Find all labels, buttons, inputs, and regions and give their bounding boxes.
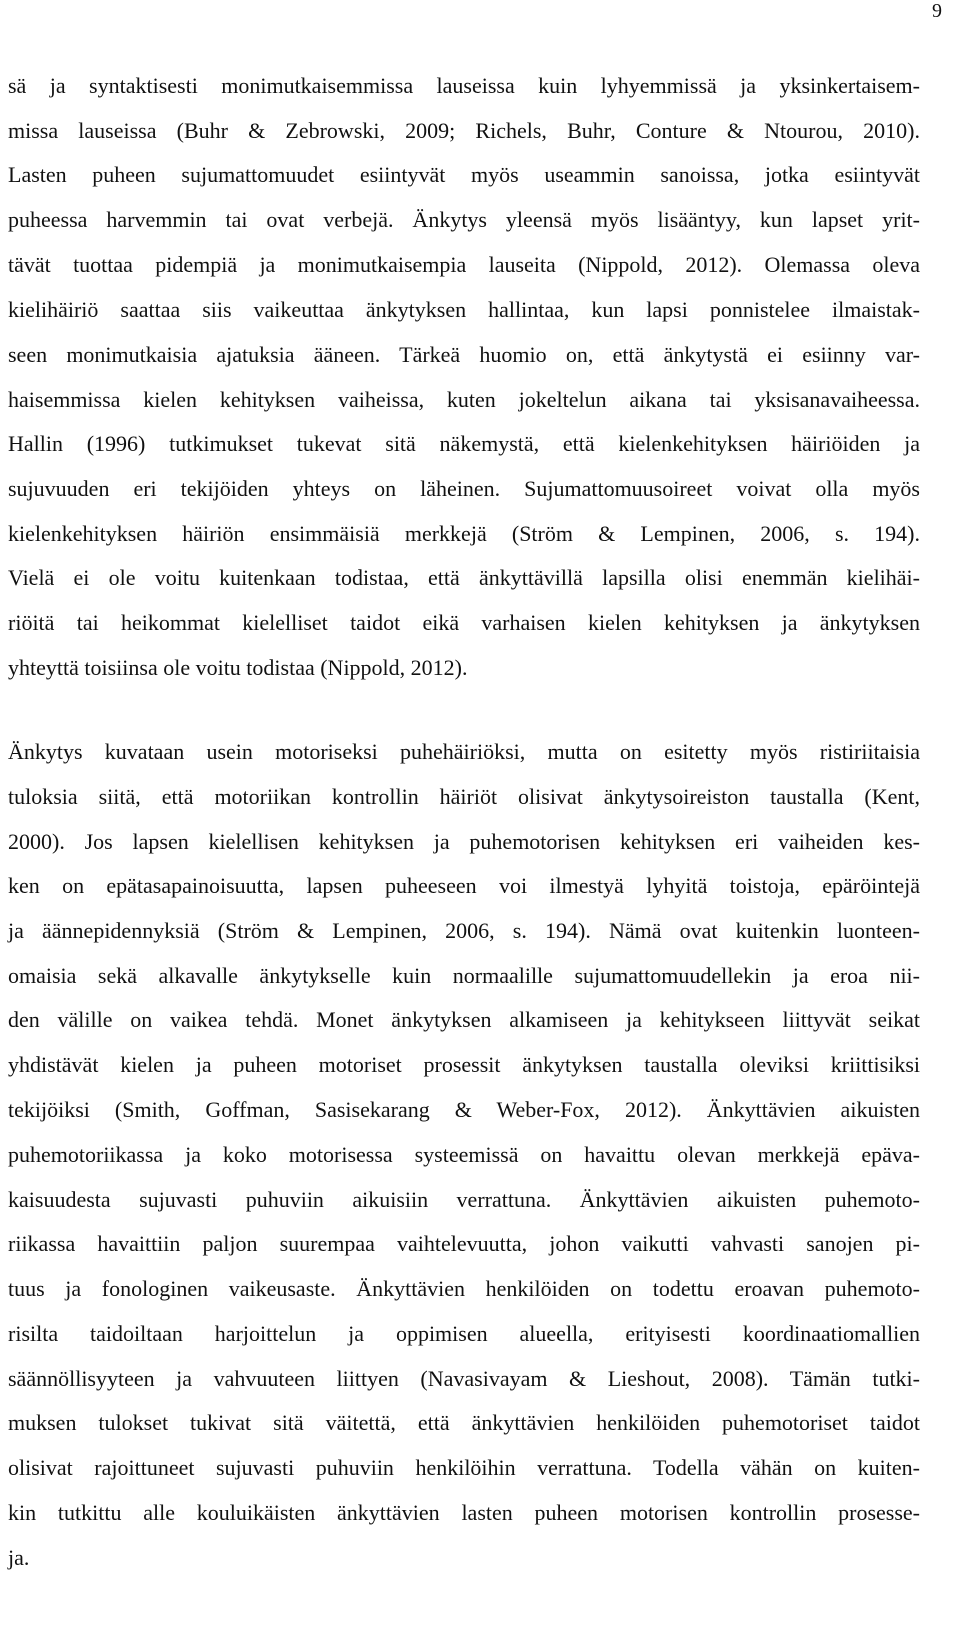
- text-line: Vielä ei ole voitu kuitenkaan todistaa, että änkyttävillä lapsilla olisi enemmän kielihäi-: [8, 565, 920, 590]
- text-line: kaisuudesta sujuvasti puhuviin aikuisiin verrattuna. Änkyttävien aikuisten puhemoto-: [8, 1187, 920, 1212]
- text-line: risilta taidoiltaan harjoittelun ja oppimisen alueella, erityisesti koordinaatiomallien: [8, 1321, 920, 1346]
- text-line: kin tutkittu alle kouluikäisten änkyttävien lasten puheen motorisen kontrollin prosesse-: [8, 1500, 920, 1525]
- text-line: puhemotoriikassa ja koko motorisessa systeemissä on havaittu olevan merkkejä epäva-: [8, 1142, 920, 1167]
- text-line: puheessa harvemmin tai ovat verbejä. Änkytys yleensä myös lisääntyy, kun lapset yrit-: [8, 207, 920, 232]
- text-line: sujuvuuden eri tekijöiden yhteys on läheinen. Sujumattomuusoireet voivat olla myös: [8, 476, 920, 501]
- text-line: olisivat rajoittuneet sujuvasti puhuviin henkilöihin verrattuna. Todella vähän on kuiten-: [8, 1455, 920, 1480]
- text-line: säännöllisyyteen ja vahvuuteen liittyen (Navasivayam & Lieshout, 2008). Tämän tutki-: [8, 1366, 920, 1391]
- text-line: yhteyttä toisiinsa ole voitu todistaa (Nippold, 2012).: [8, 655, 468, 680]
- text-line: ja äännepidennyksiä (Ström & Lempinen, 2006, s. 194). Nämä ovat kuitenkin luonteen-: [8, 918, 920, 943]
- text-line: tuloksia siitä, että motoriikan kontrollin häiriöt olisivat änkytysoireiston taustalla (Kent,: [8, 784, 920, 809]
- text-line: kielihäiriö saattaa siis vaikeuttaa änkytyksen hallintaa, kun lapsi ponnistelee ilmaistak-: [8, 297, 920, 322]
- text-line: ken on epätasapainoisuutta, lapsen puheeseen voi ilmestyä lyhyitä toistoja, epäröintejä: [8, 873, 920, 898]
- text-line: missa lauseissa (Buhr & Zebrowski, 2009; Richels, Buhr, Conture & Ntourou, 2010).: [8, 118, 920, 143]
- text-line: 2000). Jos lapsen kielellisen kehityksen ja puhemotorisen kehityksen eri vaiheiden kes-: [8, 829, 920, 854]
- text-line: tuus ja fonologinen vaikeusaste. Änkyttävien henkilöiden on todettu eroavan puhemoto-: [8, 1276, 920, 1301]
- text-line: riöitä tai heikommat kielelliset taidot eikä varhaisen kielen kehityksen ja änkytyksen: [8, 610, 920, 635]
- text-line: tekijöiksi (Smith, Goffman, Sasisekarang & Weber-Fox, 2012). Änkyttävien aikuisten: [8, 1097, 920, 1122]
- text-line: Änkytys kuvataan usein motoriseksi puhehäiriöksi, mutta on esitetty myös ristiriitaisia: [8, 739, 920, 764]
- text-line: riikassa havaittiin paljon suurempaa vaihtelevuutta, johon vaikutti vahvasti sanojen pi-: [8, 1231, 920, 1256]
- text-line: seen monimutkaisia ajatuksia ääneen. Tärkeä huomio on, että änkytystä ei esiinny var-: [8, 342, 920, 367]
- text-line: Hallin (1996) tutkimukset tukevat sitä näkemystä, että kielenkehityksen häiriöiden ja: [8, 431, 920, 456]
- text-line: kielenkehityksen häiriön ensimmäisiä merkkejä (Ström & Lempinen, 2006, s. 194).: [8, 521, 920, 546]
- text-line: tävät tuottaa pidempiä ja monimutkaisempia lauseita (Nippold, 2012). Olemassa oleva: [8, 252, 920, 277]
- text-line: yhdistävät kielen ja puheen motoriset prosessit änkytyksen taustalla oleviksi kriittisiksi: [8, 1052, 920, 1077]
- text-line: den välille on vaikea tehdä. Monet änkytyksen alkamiseen ja kehitykseen liittyvät seikat: [8, 1007, 920, 1032]
- text-line: sä ja syntaktisesti monimutkaisemmissa lauseissa kuin lyhyemmissä ja yksinkertaisem-: [8, 73, 920, 98]
- text-line: omaisia sekä alkavalle änkytykselle kuin normaalille sujumattomuudellekin ja eroa nii-: [8, 963, 920, 988]
- text-line: ja.: [8, 1545, 30, 1570]
- text-line: Lasten puheen sujumattomuudet esiintyvät myös useammin sanoissa, jotka esiintyvät: [8, 162, 920, 187]
- page-number: 9: [932, 0, 942, 22]
- text-line: haisemmissa kielen kehityksen vaiheissa, kuten jokeltelun aikana tai yksisanavaiheessa.: [8, 387, 920, 412]
- text-line: muksen tulokset tukivat sitä väitettä, että änkyttävien henkilöiden puhemotoriset taidot: [8, 1410, 920, 1435]
